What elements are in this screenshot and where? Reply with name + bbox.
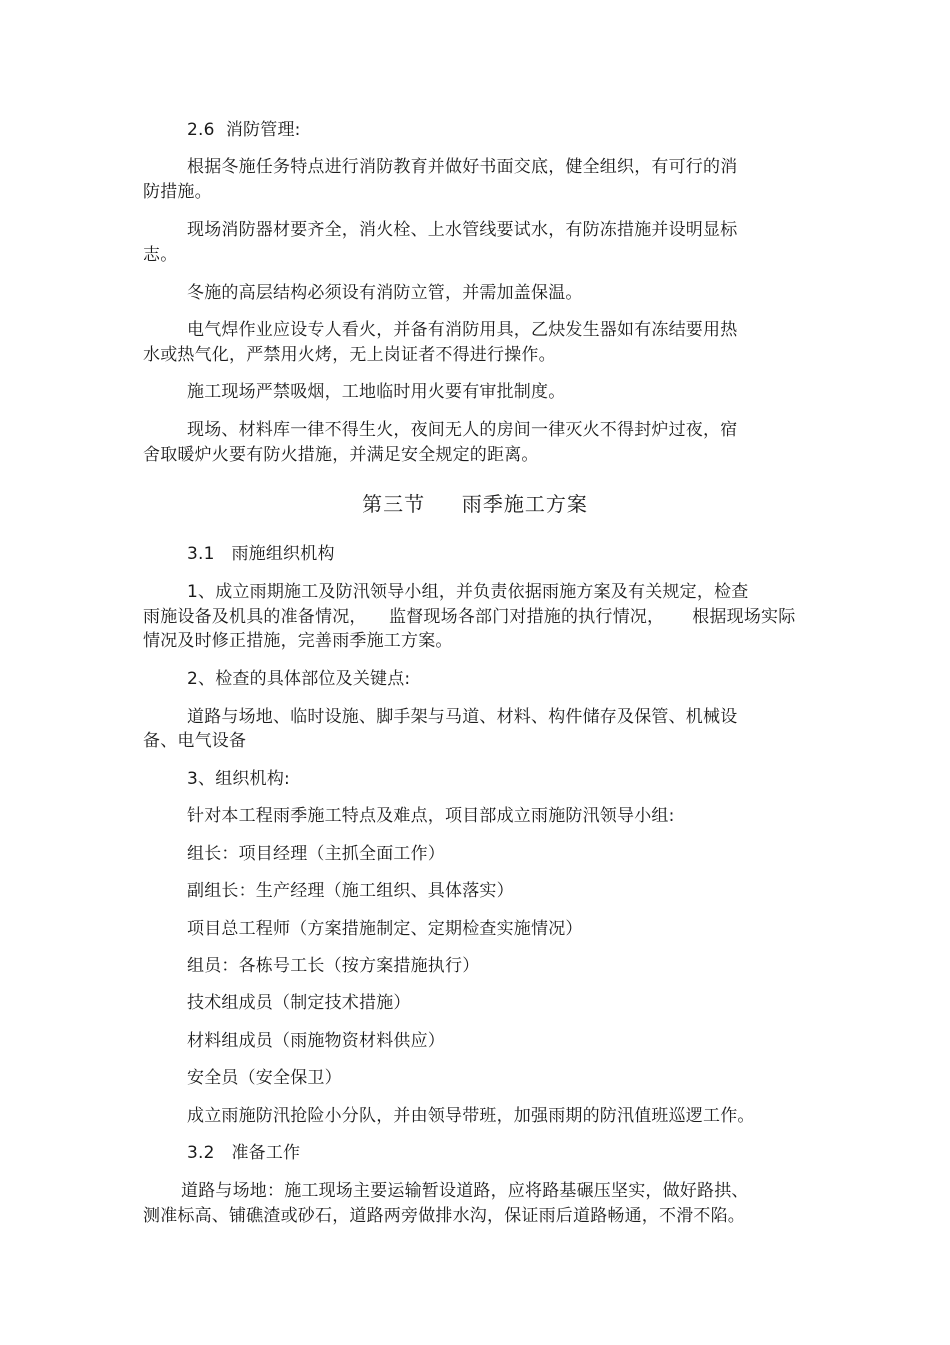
paragraph-line: 水或热气化，严禁用火烤，无上岗证者不得进行操作。 bbox=[143, 345, 556, 365]
paragraph-line: 测准标高、铺礁渣或砂石，道路两旁做排水沟，保证雨后道路畅通，不滑不陷。 bbox=[143, 1206, 745, 1226]
paragraph-line: 电气焊作业应设专人看火，并备有消防用具，乙炔发生器如有冻结要用热 bbox=[187, 320, 738, 340]
paragraph-line: 2、检查的具体部位及关键点: bbox=[187, 669, 411, 689]
list-item: 技术组成员（制定技术措施） bbox=[187, 993, 411, 1013]
paragraph-line: 情况及时修正措施，完善雨季施工方案。 bbox=[143, 631, 453, 651]
paragraph-line: 冬施的高层结构必须设有消防立管，并需加盖保温。 bbox=[187, 283, 583, 303]
paragraph-line: 施工现场严禁吸烟，工地临时用火要有审批制度。 bbox=[187, 382, 566, 402]
list-item: 副组长：生产经理（施工组织、具体落实） bbox=[187, 881, 514, 901]
paragraph-line: 防措施。 bbox=[143, 182, 212, 202]
list-item: 组员：各栋号工长（按方案措施执行） bbox=[187, 956, 480, 976]
paragraph-line: 舍取暖炉火要有防火措施，并满足安全规定的距离。 bbox=[143, 445, 539, 465]
paragraph-line: 志。 bbox=[143, 245, 178, 265]
paragraph-line: 成立雨施防汛抢险小分队，并由领导带班，加强雨期的防汛值班巡逻工作。 bbox=[187, 1106, 755, 1126]
list-item: 安全员（安全保卫） bbox=[187, 1068, 342, 1088]
paragraph-line: 备、电气设备 bbox=[143, 731, 247, 751]
list-item: 项目总工程师（方案措施制定、定期检查实施情况） bbox=[187, 919, 583, 939]
section-heading: 第三节 雨季施工方案 bbox=[362, 492, 588, 516]
paragraph-line: 道路与场地：施工现场主要运输暂设道路，应将路基碾压坚实，做好路拱、 bbox=[181, 1181, 749, 1201]
paragraph-line: 雨施设备及机具的准备情况， 监督现场各部门对措施的执行情况， 根据现场实际 bbox=[143, 607, 796, 627]
paragraph-line: 针对本工程雨季施工特点及难点，项目部成立雨施防汛领导小组: bbox=[187, 806, 675, 826]
list-item: 材料组成员（雨施物资材料供应） bbox=[187, 1031, 445, 1051]
section-3-1-title: 3.1 雨施组织机构 bbox=[187, 544, 335, 564]
paragraph-line: 道路与场地、临时设施、脚手架与马道、材料、构件储存及保管、机械设 bbox=[187, 707, 738, 727]
paragraph-line: 现场、材料库一律不得生火，夜间无人的房间一律灭火不得封炉过夜，宿 bbox=[187, 420, 738, 440]
list-item: 组长：项目经理（主抓全面工作） bbox=[187, 844, 445, 864]
paragraph-line: 根据冬施任务特点进行消防教育并做好书面交底，健全组织，有可行的消 bbox=[187, 157, 738, 177]
paragraph-line: 现场消防器材要齐全，消火栓、上水管线要试水，有防冻措施并设明显标 bbox=[187, 220, 738, 240]
section-2-6-title: 2.6 消防管理: bbox=[187, 120, 301, 140]
section-3-2-title: 3.2 准备工作 bbox=[187, 1143, 301, 1163]
paragraph-line: 1、成立雨期施工及防汛领导小组，并负责依据雨施方案及有关规定，检查 bbox=[187, 582, 749, 602]
paragraph-line: 3、组织机构: bbox=[187, 769, 290, 789]
